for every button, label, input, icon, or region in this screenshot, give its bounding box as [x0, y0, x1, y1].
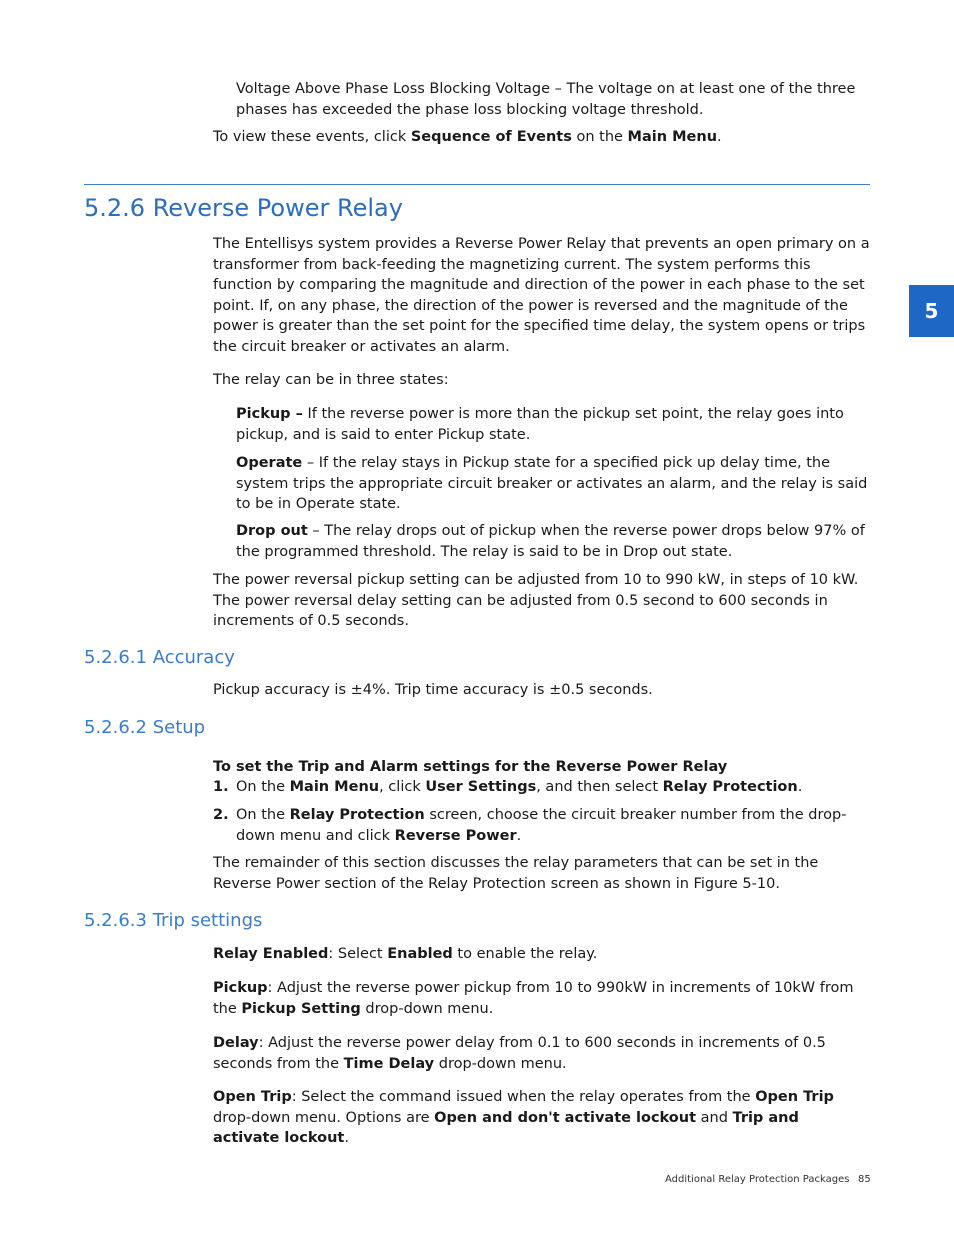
section-title: 5.2.6 Reverse Power Relay [84, 194, 403, 222]
delay-setting: Delay: Adjust the reverse power delay from 0.1 to 600 seconds in increments of 0.5 seconds from the Time Delay drop-down menu. [213, 1035, 826, 1072]
setup-heading: 5.2.6.2 Setup [84, 717, 206, 738]
view-events-instruction: To view these events, click Sequence of Events on the Main Menu. [213, 129, 722, 145]
state-dropout: Drop out – The relay drops out of pickup when the reverse power drops below 97% of the programmed threshold. The relay is said to be in Drop out state. [236, 523, 865, 560]
voltage-item: Voltage Above Phase Loss Blocking Voltage – The voltage on at least one of the three phases has exceeded the phase loss blocking voltage threshold. [236, 81, 856, 118]
remainder-paragraph: The remainder of this section discusses the relay parameters that can be set in the Reverse Power section of the Relay Protection screen as shown in Figure 5-10. [213, 855, 819, 892]
open-trip-setting: Open Trip: Select the command issued when the relay operates from the Open Trip drop-down menu. Options are Open and don't activate lockout and Trip and activate lockout. [213, 1089, 834, 1146]
states-intro: The relay can be in three states: [213, 372, 449, 388]
accuracy-heading: 5.2.6.1 Accuracy [84, 647, 235, 668]
step-1: 1. On the Main Menu, click User Settings, and then select Relay Protection. [213, 779, 803, 795]
overview-paragraph: The Entellisys system provides a Reverse Power Relay that prevents an open primary on a transformer from back-feeding the magnetizing current. The system performs this function by comparing the magnitude and direction of the power in each phase to the set point. If, on any phase, the direction of the power is reversed and the magnitude of the power is greater than the set point for the specified time delay, the system opens or trips the circuit breaker or activates an alarm. [213, 236, 870, 355]
footer-section-name: Additional Relay Protection Packages [665, 1174, 850, 1185]
pickup-setting: Pickup: Adjust the reverse power pickup from 10 to 990kW in increments of 10kW from the Pickup Setting drop-down menu. [213, 980, 854, 1017]
relay-enabled-setting: Relay Enabled: Select Enabled to enable the relay. [213, 946, 598, 962]
sequence-of-events-ref: Sequence of Events [410, 129, 572, 145]
footer-page-number: 85 [858, 1174, 871, 1185]
accuracy-text: Pickup accuracy is ±4%. Trip time accuracy is ±0.5 seconds. [213, 682, 653, 698]
chapter-tab: 5 [909, 285, 954, 337]
procedure-title: To set the Trip and Alarm settings for the Reverse Power Relay [213, 759, 728, 775]
state-pickup: Pickup – If the reverse power is more than the pickup set point, the relay goes into pickup, and is said to enter Pickup state. [236, 406, 844, 443]
settings-range-paragraph: The power reversal pickup setting can be adjusted from 10 to 990 kW, in steps of 10 kW. The power reversal delay setting can be adjusted from 0.5 second to 600 seconds in increments of 0.5 seconds. [213, 572, 859, 629]
trip-settings-heading: 5.2.6.3 Trip settings [84, 910, 263, 931]
step-2: 2. On the Relay Protection screen, choose the circuit breaker number from the drop-down menu and click Reverse Power. [213, 807, 847, 844]
state-operate: Operate – If the relay stays in Pickup state for a specified pick up delay time, the system trips the appropriate circuit breaker or activates an alarm, and the relay is said to be in Operate state. [236, 455, 868, 512]
section-divider [84, 184, 870, 185]
main-menu-ref: Main Menu [627, 129, 718, 145]
